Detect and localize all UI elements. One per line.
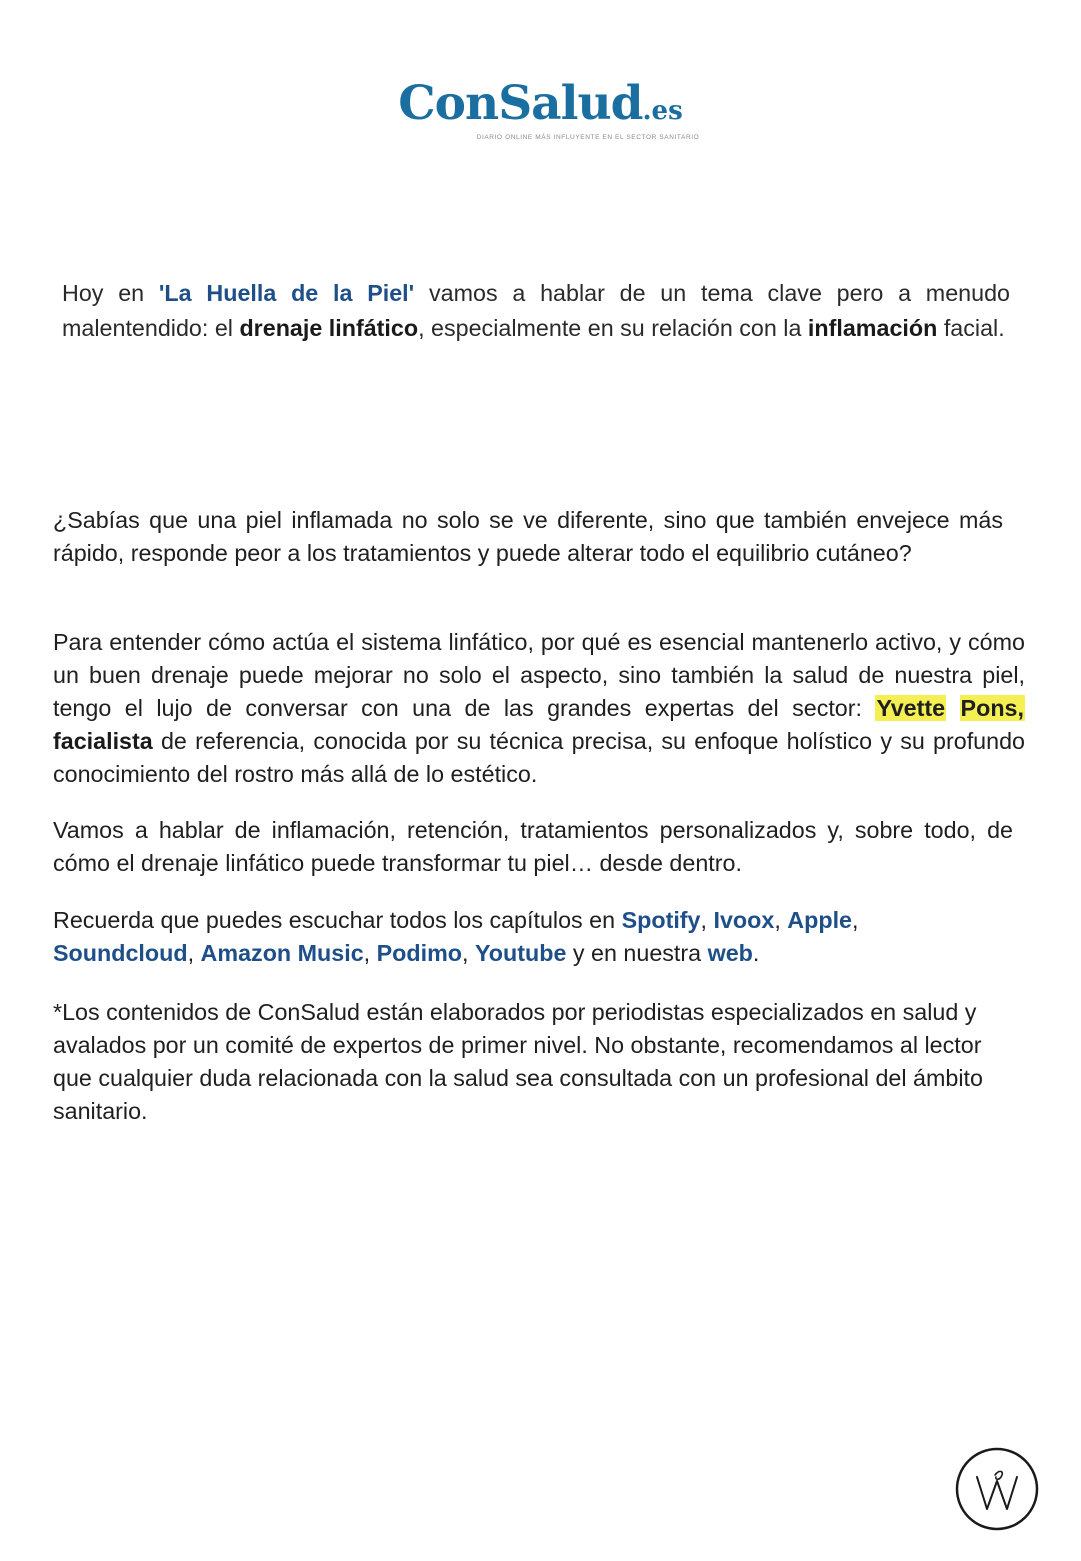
separator: ,	[852, 907, 859, 933]
separator: ,	[363, 940, 377, 966]
logo-wordmark	[398, 76, 682, 139]
topic2-bold: inflamación	[807, 314, 938, 341]
paragraph-topics: Vamos a hablar de inflamación, retención, tratamientos personalizados y, sobre todo, de cómo el drenaje linfático puede transformar tu piel… desde dentro.	[53, 817, 1013, 876]
guest-first-name: Yvette	[876, 695, 946, 721]
guest-last-name: Pons,	[960, 695, 1024, 721]
intro-text: , especialmente en su relación con la	[418, 314, 808, 341]
guest-text: de referencia, conocida por su técnica precisa, su enfoque holístico y su profundo conocimiento del rostro más allá de lo estético.	[53, 728, 1025, 787]
separator: ,	[774, 907, 788, 933]
guest-text: Para entender cómo actúa el sistema linfático, por qué es esencial mantenerlo activo, y cómo un buen drenaje puede mejorar no solo el aspecto, sino también la salud de nuestra piel, tengo el lujo de conversar con una de las grandes expertas del sector:	[53, 629, 1025, 721]
paragraph-platforms	[53, 904, 919, 970]
amazon-music-link[interactable]: Amazon Music	[200, 940, 364, 966]
ivoox-link[interactable]: Ivoox	[713, 907, 775, 933]
logo-tagline: DIARIO ONLINE MÁS INFLUYENTE EN EL SECTOR SANITARIO	[476, 134, 700, 141]
paragraph-guest	[53, 626, 1025, 791]
consalud-logo	[0, 76, 1081, 141]
intro-text: Hoy en	[62, 280, 159, 306]
w-circle-logo-icon	[955, 1447, 1039, 1531]
topic-bold: drenaje linfático	[239, 314, 419, 341]
logo-name: ConSalud	[398, 76, 643, 131]
youtube-link[interactable]: Youtube	[474, 940, 567, 966]
platforms-text: Recuerda que puedes escuchar todos los capítulos en	[53, 907, 622, 933]
show-title-link[interactable]: 'La Huella de la Piel'	[158, 280, 415, 306]
soundcloud-link[interactable]: Soundcloud	[53, 940, 188, 966]
disclaimer-paragraph: *Los contenidos de ConSalud están elaborados por periodistas especializados en salud y avalados por un comité de expertos de primer nivel. No obstante, recomendamos al lector que cualquier duda relacionada con la salud sea consultada con un profesional del ámbito sanitario.	[53, 999, 983, 1124]
separator: ,	[700, 907, 714, 933]
platforms-text: y en nuestra	[566, 940, 708, 966]
separator: ,	[462, 940, 475, 966]
apple-link[interactable]: Apple	[787, 907, 852, 933]
podimo-link[interactable]: Podimo	[376, 940, 463, 966]
intro-paragraph	[62, 276, 1010, 345]
intro-text: vamos a hablar de un tema clave pero a menudo malentendido: el	[62, 280, 1010, 341]
guest-role: facialista	[53, 728, 153, 754]
spotify-link[interactable]: Spotify	[621, 907, 701, 933]
intro-text: facial.	[937, 314, 1005, 341]
web-link[interactable]: web	[707, 940, 753, 966]
platforms-text: .	[752, 940, 760, 966]
separator: ,	[187, 940, 201, 966]
paragraph-question: ¿Sabías que una piel inflamada no solo se ve diferente, sino que también envejece más rápido, responde peor a los tratamientos y puede alterar todo el equilibrio cutáneo?	[53, 507, 1003, 566]
logo-tld: .es	[642, 96, 683, 126]
